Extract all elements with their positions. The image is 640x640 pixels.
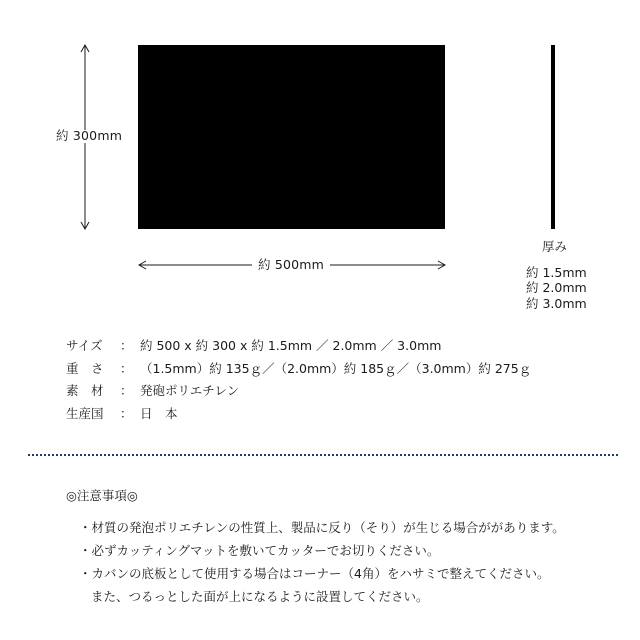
spec-label: 素 材 — [66, 383, 104, 399]
spec-colon: ： — [120, 405, 133, 421]
spec-table — [66, 334, 531, 424]
dotted-divider — [28, 454, 618, 456]
thickness-title: 厚み — [542, 239, 568, 254]
spec-value: 日 本 — [140, 405, 178, 421]
note-item: ・必ずカッティングマットを敷いてカッターでお切りください。 — [79, 542, 440, 558]
spec-colon: ： — [120, 338, 133, 354]
spec-value: 発砲ポリエチレン — [140, 383, 240, 399]
thickness-value: 約 2.0mm — [526, 280, 587, 295]
spec-colon: ： — [120, 360, 133, 376]
thickness-info — [522, 239, 592, 311]
spec-label: サイズ — [66, 338, 103, 354]
thickness-illustration — [551, 45, 555, 229]
notes-list — [79, 515, 565, 607]
spec-row-size — [66, 334, 531, 357]
product-sheet-illustration — [138, 45, 445, 229]
spec-value: 約 500 x 約 300 x 約 1.5mm ／ 2.0mm ／ 3.0mm — [140, 338, 442, 354]
note-item: ・カバンの底板として使用する場合はコーナー（4角）をハサミで整えてください。 — [79, 565, 550, 581]
spec-colon: ： — [120, 383, 133, 399]
spec-label: 生産国 — [66, 405, 104, 421]
spec-value: （1.5mm）約 135ｇ／（2.0mm）約 185ｇ／（3.0mm）約 275ｇ — [140, 360, 532, 376]
thickness-value: 約 1.5mm — [526, 264, 587, 280]
note-continuation: また、つるっとした面が上になるように設置してください。 — [91, 588, 429, 604]
thickness-value: 約 3.0mm — [526, 295, 587, 311]
height-dimension-label: 約 300mm — [56, 128, 123, 143]
note-item: ・材質の発泡ポリエチレンの性質上、製品に反り（そり）が生じる場合ががあります。 — [79, 519, 565, 535]
spec-row-material — [66, 379, 531, 402]
spec-label: 重 さ — [66, 360, 104, 376]
width-dimension-label: 約 500mm — [252, 259, 330, 272]
thickness-values — [522, 265, 592, 312]
notes-title: ◎注意事項◎ — [66, 488, 138, 503]
spec-row-weight — [66, 357, 531, 380]
spec-row-origin — [66, 402, 531, 425]
